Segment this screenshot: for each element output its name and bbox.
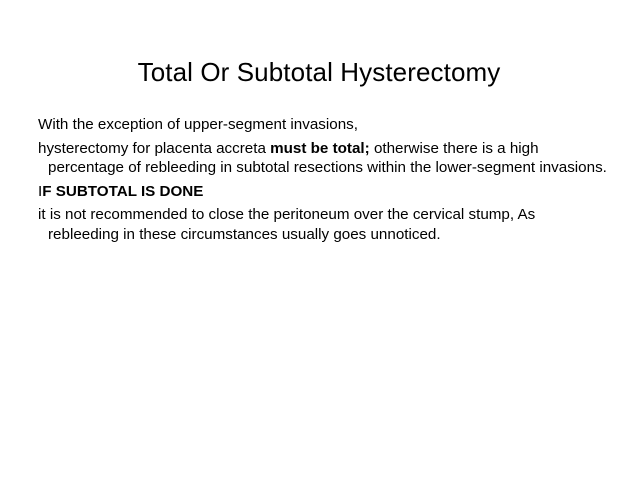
paragraph-exception-text: With the exception of upper-segment invasions, xyxy=(38,116,358,133)
subtotal-heading-bold: F SUBTOTAL IS DONE xyxy=(42,182,204,200)
slide-title: Total Or Subtotal Hysterectomy xyxy=(137,57,501,87)
paragraph-peritoneum xyxy=(38,205,610,244)
paragraph-total-post: otherwise there is a high percentage of rebleeding in subtotal resections within the lower-segment invasions. xyxy=(48,139,607,177)
paragraph-exception xyxy=(38,115,610,135)
paragraph-total-bold: must be total; xyxy=(270,139,370,157)
slide-body xyxy=(38,115,610,249)
paragraph-total-hysterectomy xyxy=(38,139,610,178)
paragraph-total-pre: hysterectomy for placenta accreta xyxy=(38,139,271,157)
subtotal-heading-pre: I xyxy=(38,182,43,200)
paragraph-subtotal-heading xyxy=(38,182,610,202)
paragraph-peritoneum-text: it is not recommended to close the peritoneum over the cervical stump, As rebleeding in these circumstances usually goes unnoticed. xyxy=(38,206,536,243)
